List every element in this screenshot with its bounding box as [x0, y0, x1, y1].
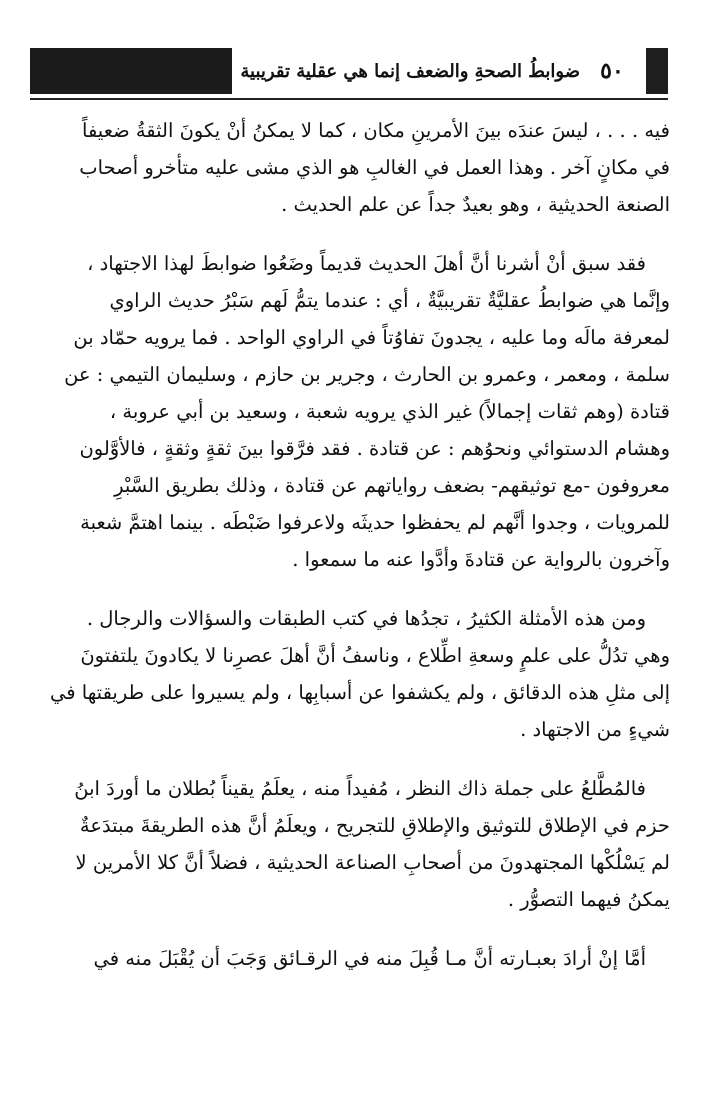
- page-number-block: [646, 48, 668, 94]
- text-line: في مكانٍ آخر . وهذا العمل في الغالبِ هو الذي مشى عليه متأخرو أصحاب: [79, 156, 670, 179]
- text-line: معروفون -مع توثيقهم- بضعف رواياتهم عن قتادة ، وذلك بطريق السَّبْرِ: [114, 474, 670, 497]
- text-line: وآخرون بالرواية عن قتادةَ وأدَّوا عنه ما سمعوا .: [292, 548, 670, 571]
- page-number: ٥٠: [600, 58, 624, 84]
- paragraph: [30, 940, 670, 977]
- text-line: حزم في الإطلاق للتوثيق والإطلاقِ للتجريح ، ويعلَمُ أنَّ هذه الطريقةَ مبتدَعةٌ: [79, 814, 670, 837]
- header-black-bar: [30, 48, 232, 94]
- running-title: ضوابطُ الصحةِ والضعف إنما هي عقلية تقريبية: [240, 60, 580, 82]
- text-line: سلمة ، ومعمر ، وعمرو بن الحارث ، وجرير بن حازم ، وسليمان التيمي : عن: [64, 363, 670, 386]
- running-header: [30, 46, 668, 96]
- text-line: ومن هذه الأمثلة الكثيرُ ، تجدُها في كتب الطبقات والسؤالات والرجال .: [86, 607, 646, 630]
- text-line: أمَّا إنْ أرادَ بعبـارته أنَّ مـا قُبِلَ منه في الرقـائق وَجَبَ أن يُقْبَلَ منه في: [93, 947, 646, 970]
- text-line: يمكنُ فيهما التصوُّر .: [507, 888, 670, 911]
- paragraph: [30, 600, 670, 748]
- header-rule: [30, 98, 668, 100]
- text-line: فقد سبق أنْ أشرنا أنَّ أهلَ الحديث قديماً وضَعُوا ضوابطَ لهذا الاجتهاد ،: [87, 252, 646, 275]
- paragraph: [30, 245, 670, 578]
- text-line: فالمُطَّلعُ على جملة ذاك النظر ، مُفيداً منه ، يعلَمُ يقيناً بُطلان ما أوردَ ابنُ: [74, 777, 646, 800]
- text-line: للمرويات ، وجدوا أنَّهم لم يحفظوا حديثَه ولاعرفوا ضَبْطَه . بينما اهتمَّ شعبة: [80, 511, 670, 534]
- text-line: وهشام الدستوائي ونحوُهم : عن قتادة . فقد فرَّقوا بينَ ثقةٍ وثقةٍ ، فالأوَّلون: [79, 437, 670, 460]
- body-text: [30, 112, 670, 977]
- paragraph: [30, 770, 670, 918]
- text-line: لمعرفة مالَه وما عليه ، يجدونَ تفاوُتاً في الراوي الواحد . فما يرويه حمّاد بن: [73, 326, 670, 349]
- paragraph: [30, 112, 670, 223]
- text-line: لم يَسْلُكْها المجتهدونَ من أصحابِ الصناعة الحديثية ، فضلاً أنَّ كلا الأمرين لا: [75, 851, 670, 874]
- text-line: الصنعة الحديثية ، وهو بعيدٌ جداً عن علم الحديث .: [281, 193, 670, 216]
- text-line: قتادة (وهم ثقات إجمالاً) غير الذي يرويه شعبة ، وسعيد بن أبي عروبة ،: [109, 400, 670, 423]
- text-line: وإنَّما هي ضوابطُ عقليَّةٌ تقريبيَّةٌ ، أي : عندما يتمُّ لَهم سَبْرُ حديث الراوي: [109, 289, 670, 312]
- text-line: فيه . . . ، ليسَ عندَه بينَ الأمرينِ مكان ، كما لا يمكنُ أنْ يكونَ الثقةُ ضعيفاً: [82, 119, 670, 142]
- text-line: إلى مثلِ هذه الدقائق ، ولم يكشفوا عن أسبابِها ، ولم يسيروا على طريقتها في: [49, 681, 670, 704]
- text-line: شيءٍ من الاجتهاد .: [520, 718, 670, 741]
- text-line: وهي تدُلُّ على علمٍ وسعةِ اطِّلاع ، وناسفُ أنَّ أهلَ عصرِنا لا يكادونَ يلتفتونَ: [80, 644, 670, 667]
